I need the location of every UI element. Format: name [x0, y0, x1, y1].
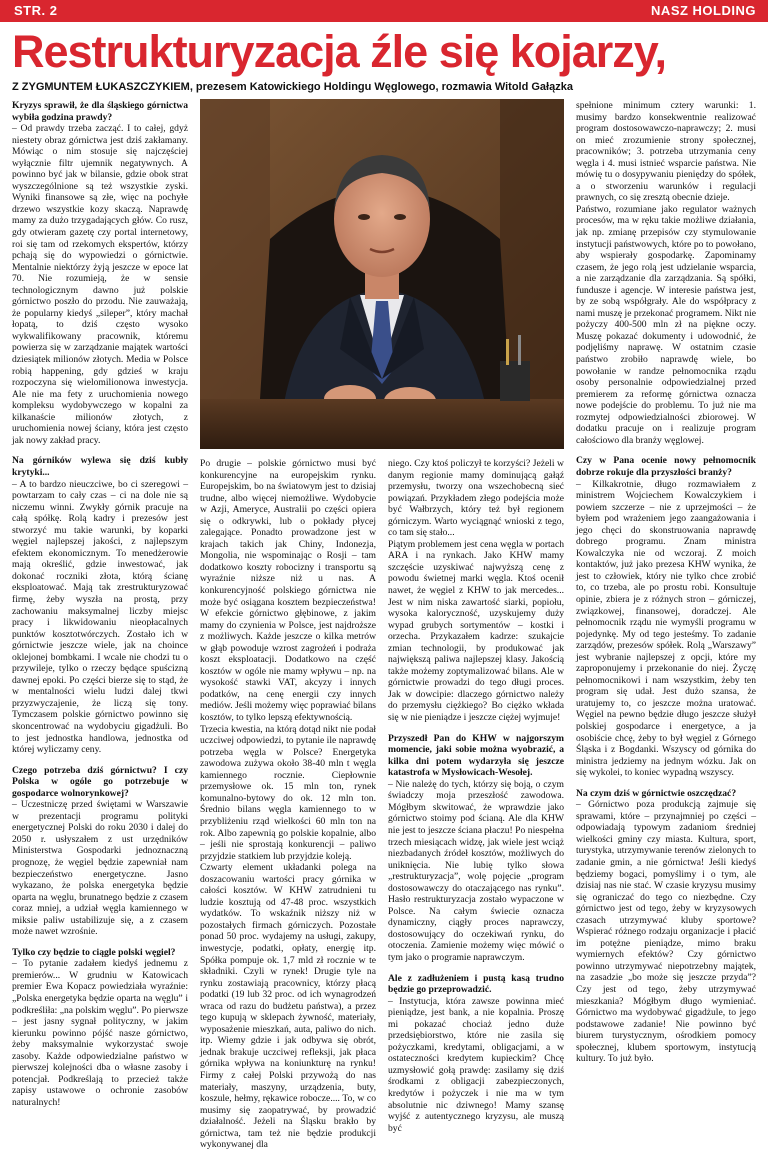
section-label: NASZ HOLDING [651, 3, 756, 18]
interview-question: Przyszedł Pan do KHW w najgorszym momencie, jaki sobie można wyobrazić, a kilka dni potem wydarzyła się jeszcze katastrofa w Mysłowicach-Wesołej. [388, 732, 564, 779]
page-header-bar [0, 0, 768, 22]
article-paragraph: – A to bardzo nieuczciwe, bo ci szeregowi – powtarzam to cały czas – ci na dole nie są niczemu winni. Zwykły górnik pracuje na całą spółkę. Rolą kadry i prezesów jest stworzyć mu takie warunki, by koparki węgiel najlepszej jakości, z najlepszym efektem ekonomicznym. To menedżerowie mają określić, gdzie inwestować, jak dokonać roczniki złota, którą ścianę eksploatować. Mają tak zrestrukturyzować firmę, żeby wyszła na prostą, przy zachowaniu maksymalnej liczby miejsc pracy i likwidowaniu nieopłacalnych punktów kosztotwórczych. Zostało ich w górnictwie jeszcze wiele, jak na choince oklejonej bombkami. I wcale nie chodzi tu o przywileje, tylko o rzeczy będące spuścizną dawnej epoki. Po części bierze się to stąd, że w mentalności wielu ludzi dalej tkwi przyzwyczajenie, że liczą się tony. Tymczasem polskie górnictwo powinno się skoncentrować na wydobyciu gigadżuli. Bo to jest jednostka handlowa, jednostka od której wyliczamy ceny. [12, 478, 188, 756]
interview-question: Na górników wylewa się dziś kubły krytyki... [12, 455, 188, 478]
portrait-illustration [200, 99, 564, 449]
article-paragraph: Po drugie – polskie górnictwo musi być konkurencyjne na europejskim rynku. Europejskim, bo na światowym jest to dzisiaj trudne, albo więcej niemożliwe. Wydobycie w Azji, Ameryce, Australii po części opiera się o odkrywki, lub o pokłady płycej zalegające. Ponadto prowadzone jest w krajach takich jak Chiny, Indonezja, Mongolia, nie wspominając o Rosji – tam dodatkowo koszty robocizny i transportu są wyraźnie niższe niż u nas. A konkurencyjność polskiego górnictwa nie może być osiągana kosztem bezpieczeństwa! W efekcie górnictwo głębinowe, z jakim mamy do czynienia w Polsce, jest najdroższe z możliwych. Każde jeszcze o kilka metrów w głąb powoduje wzrost zagrożeń i podraża koszt eksploatacji. Dodatkowo na część kosztów w ogóle nie mamy wpływu – np. na wysokość stawki VAT, akcyzy i innych podatków, na cenę energii czy innych mediów. Jeśli możemy więc poprawiać bilans kosztów, to tylko lepszą efektywnością. [200, 458, 376, 724]
article-headline: Restrukturyzacja źle się kojarzy, [12, 26, 666, 77]
article-paragraph: – Górnictwo poza produkcją zajmuje się sprawami, które – przynajmniej po części – odpowiadają typowym zadaniom średniej wielkości gminy czy miasta. Kultura, sport, turystyka, utrzymywanie terenów zielonych to zadanie gmin, a nie górnictwa! Jeśli kiedyś będziemy bogaci, pomyślimy i o tym, ale dzisiaj nas nie stać. W czasie kryzysu musimy się ograniczać do tego co niezbędne. Czy górnictwo jest od tego, żeby w kryzysowych czasach utrzymywać kluby sportowe? Wspierać różnego rodzaju organizacje i płacić im potężne pieniądze, mimo braku wymiernych efektów? Czy górnictwo powinno utrzymywać niepotrzebny majątek, na zasadzie „bo może się jeszcze przyda”? Czy jest od tego, żeby utrzymywać mieszkania? Mógłbym długo wymieniać. Górnictwo ma wydobywać gigadżule, to jego podstawowe zadanie! Nie powinno być biurem turystycznym, ośrodkiem pomocy społecznej, klubem sportowym, instytucją kultury. To już było. [576, 799, 756, 1065]
article-column-1 [12, 100, 188, 1108]
portrait-photo [200, 99, 564, 449]
article-paragraph: – Kilkakrotnie, długo rozmawiałem z ministrem Wojciechem Kowalczykiem i powiem szczerze – nie z uprzejmości – że byłem pod wrażeniem jego zaangażowania i jego chęci do skonstruowania naprawdę dobrego programu. Znam ministra Kowalczyka nie od wczoraj. Z moich kontaktów, już jako prezesa KHW wynika, że jest to człowiek, który nie tylko chce zrobić to, co trzeba, ale po prostu robi. Konsultuje opinie, zbiera je z różnych stron – górniczej, związkowej, finansowej, doradczej. Ale pełnomocnik rządu nie wymyśli programu w pojedynkę. My od tego jesteśmy. To zadanie zarządów, prezesów spółek. Rolą „Warszawy” jest wybranie najlepszej z opcji, które my zaproponujemy i przekonanie do niej. Życzę pełnomocnikowi i nam wszystkim, żeby ten program się udał. Jest dużo szansa, że uratujemy to, co jeszcze można uratować. Węgiel na pewno będzie długo jeszcze służył polskiej gospodarce i energetyce, a ja osobiście chcę, żeby to był węgiel z Górnego Śląska i z Bogdanki. Wszyscy od górnika do ministra jedziemy na jednym wózku. Jak on się wykolei, to koniec wypadną wszyscy. [576, 478, 756, 779]
article-paragraph: – Instytucja, która zawsze powinna mieć pieniądze, jest bank, a nie kopalnia. Proszę mi pokazać chociaż jedno duże przedsiębiorstwo, które nie zasila się pożyczkami, kredytami, obligacjami, a w ostateczności kredytem kupieckim? Chcę uzmysłowić gołą prawdę: zasilamy się dziś środkami z obligacji zabezpieczonych, kredytów i pożyczek i nie ma w tym absolutnie nic dziwnego! Mamy szansę wyjść z autentycznego kryzysu, ale muszą być [388, 995, 564, 1134]
article-column-4 [576, 100, 756, 1065]
article-column-3 [388, 458, 564, 1134]
article-paragraph: spełnione minimum cztery warunki: 1. musimy bardzo konsekwentnie realizować program dostosowawczo-naprawczy; 2. musi on mieć zrozumienie strony społecznej, pracowników; 3. potrzeba utrzymania ceny węgla i 4. musi istnieć wsparcie państwa. Nie mówię tu o dosypywaniu pieniędzy do spółek, a o stworzeniu warunków i regulacji prawnych, co się zresztą obecnie dzieje. [576, 100, 756, 204]
interview-question: Ale z zadłużeniem i pustą kasą trudno będzie go przeprowadzić. [388, 972, 564, 996]
page-number: STR. 2 [14, 3, 58, 18]
interview-question: Tylko czy będzie to ciągle polski węgiel? [12, 946, 176, 958]
article-paragraph: niego. Czy ktoś policzył te korzyści? Jeżeli w danym regionie mamy dominującą gałąź przemysłu, tworzy ona wszechobecną sieć powiązań. Przykładem złego podejścia może być Wałbrzych, który też był regionem górniczym. Warto wyciągnąć wnioski z tego, co tam się stało... [388, 458, 564, 539]
article-paragraph: Państwo, rozumiane jako regulator ważnych procesów, ma w ręku takie możliwe działania, jak np. zmianę przepisów czy stymulowanie instytucji państwowych, które po to powołano, aby wspierały gospodarkę. Zapominamy czasem, że jego rolą jest udzielanie wsparcia, a nie zarządzanie dla zarządzania. Są spółki, fundusze i agencje. W interesie państwa jest, by ze sobą współgrały. Ale do współpracy z nami muszę je przekonać programem. Nikt nie pożyczy 400-500 mln zł na piękne oczy. Muszę pokazać dokumenty i udowodnić, że podjęliśmy naprawę. W ostatnim czasie państwo zrobiło naprawdę wiele, bo powołanie w randze pełnomocnika rządu osoby personalnie odpowiedzialnej przed premierem za reformę górnictwa oznacza nowe podejście do problemu. To już nie ma rozmytej odpowiedzialności zbiorowej. W dodatku pracuje on i realizuje program całościowo dla branży węglowej. [576, 203, 756, 446]
article-paragraph: – Uczestniczę przed świętami w Warszawie w prezentacji programu polityki energetycznej Polski do roku 2030 i dalej do 2050 r. usłyszałem z ust urzędników Ministerstwa Gospodarki jednoznaczną prognozę, że węgiel będzie zapewniał nam bezpieczeństwo energetyczne. Jasno wykazano, że polska energetyka będzie oparta na węglu, brunatnego będzie z czasem coraz mniej, a udział węgla kamiennego w miksie paliw ustabilizuje się, a z czasem może nawet wzrośnie. [12, 799, 188, 938]
interview-question: Kryzys sprawił, że dla śląskiego górnictwa wybiła godzina prawdy? [12, 100, 188, 123]
article-paragraph: Trzecia kwestia, na którą dotąd nikt nie podał uczciwej odpowiedzi, to pytanie ile naprawdę potrzeba węgla w Polsce? Energetyka zawodowa zużywa około 38-40 mln t węgla kamiennego rocznie. Ciepłownie przemysłowe ok. 15 mln ton, rynek komunalno-bytowy do ok. 12 mln ton. Średnio bilans węgla kamiennego to w przybliżeniu rząd wielkości 60 mln ton na rok. Albo zapewnią go polskie kopalnie, albo – jeśli nie sprostają konkurencji – paliwo przyjdzie statkiem lub przyjdzie koleją. [200, 723, 376, 862]
interview-question: Czy w Pana ocenie nowy pełnomocnik dobrze rokuje dla przyszłości branży? [576, 455, 756, 478]
interview-question: Czego potrzeba dziś górnictwu? I czy Polska w ogóle go potrzebuje w gospodarce wolnorynkowej? [12, 764, 188, 799]
article-byline: Z ZYGMUNTEM ŁUKASZCZYKIEM, prezesem Katowickiego Holdingu Węglowego, rozmawia Witold Gałązka [12, 81, 573, 93]
interview-question: Na czym dziś w górnictwie oszczędzać? [576, 787, 737, 799]
article-paragraph: – To pytanie zadałem kiedyś jednemu z premierów... W grudniu w Katowicach premier Ewa Kopacz powiedziała wyraźnie: „Polska energetyka będzie oparta na węglu” i podkreśliła: „na polskim węglu”. Po pierwsze – jest jasny sygnał polityczny, w jakim kierunku powinno pójść nasze górnictwo, żeby maksymalnie wykorzystać swoje zasoby. Każde odpowiedzialne państwo w pierwszej kolejności dba o własne zasoby i potencjał. Podkreślają to przecież także zapisy ustawowe o ochronie zasobów naturalnych! [12, 958, 188, 1108]
article-paragraph: – Od prawdy trzeba zacząć. I to całej, gdyż niestety obraz górnictwa jest dziś zakłamany. Mówiąc o nim stosuje się najczęściej wyłącznie filtr ujemnik negatywnych. A powinno być jak w bilansie, gdzie obok strat wyszczególnione są też wszystkie zyski. Wyniki finansowe są złe, więc na pochyłe drzewo wszystkie kozy skaczą. Naprawdę mamy za dużo trzygadających głów. Co rusz, gdy otwieram gazetę czy portal internetowy, roi się tam od rzekomych ekspertów, którzy pchają się do wypowiedzi o górnictwie. Mentalnie niektórzy żyją jeszcze w epoce lat 70. Nie rozumieją, że w sensie technologicznym dawno już polskie górnictwo poszło do przodu. Nie zauważają, że popularny kiedyś „sileper”, który machał łopatą, to dziś często wysoko wykwalifikowany pracownik, któremu powierza się w zarządzanie majątek wartości dziesiątek milionów złotych. Media w Polsce robią happening, gdy gdzieś w kraju rozpoczyna się wielomilionowa inwestycja. Ale nie ma fety z uruchomienia nowego kompleksu wydobywczego w kopalni za kilkanaście milionów złotych, z uruchomienia nowej ściany, która jest często jak nowy zakład pracy. [12, 123, 188, 446]
article-column-2 [200, 458, 376, 1151]
article-paragraph: Czwarty element układanki polega na doszacowaniu wartości pracy górnika w całości kosztów. W KHW zatrudnieni tu ludzie kosztują od 47-48 proc. wszystkich wydatków. To wskaźnik niższy niż w pozostałych firmach górniczych. Pozostałe ponad 50 proc. wydajemy na usługi, zakupy, inwestycje, podatki, opłaty, energię itp. Spółka pompuje ok. 1,7 mld zł rocznie w te składniki. Czyli w rynek! Drugie tyle na rynku zostawiają pracownicy, którzy płacą podatki (19 lub 32 proc. od ich wynagrodzeń wraca od razu do budżetu państwa), a przez tego kupują w sklepach żywność, materiały, wyposażenie mieszkań, auta, paliwo do nich. itp. Wiemy gdzie i jak odbywa się obrót, jednak brakuje uczciwej refleksji, jak płaca górnika wpływa na koniunkturę na rynku! Firmy z całej Polski przywożą do nas materiały, maszyny, urządzenia, buty, koszule, hełmy, rękawice robocze.... To, w co musimy się zaopatrywać, by prowadzić działalność. Jeżeli na Śląsku brakło by górnictwa, tam też nie będzie produkcji wykonywanej dla [200, 862, 376, 1151]
article-paragraph: – Nie należę do tych, którzy się boją, o czym świadczy moja przeszłość zawodowa. Mógłbym skwitować, że wprawdzie jako górnictwo stoimy pod ścianą. Ale dla KHW nie jest to jeszcze ściana płaczu! Po niespełna trzech miesiącach widzę, jak wiele jest wciąż niezbadanych źródeł kosztów, możliwych do uniknięcia. Nie lubię tylko słowa „restrukturyzacja”, wolę pojęcie „program dostosowawczy do otaczającego nas rynku”. Hasło restrukturyzacja zostało wypaczone w Polsce. Na całym świecie oznacza dynamiczny, ciągły proces naprawczy, dostosowujący do oczekiwań rynku, do otoczenia. Zamienie możemy więc mówić o tym jako o programie naprawczym. [388, 778, 564, 963]
article-paragraph: Piątym problemem jest cena węgla w portach ARA i na rynkach. Jako KHW mamy szczęście uzyskiwać najwyższą cenę z powodu świetnej marki węgla. Ktoś ocenił nawet, że węgiel z KHW to jak mercedes... Jest w nim niska zawartość siarki, popiołu, wysoka kaloryczność, uzyskujemy duży wypad grubych sortymentów – kostki i orzecha. Przykazałem kadrze: szukajcie zmian technologii, by produkować jak największą paliwa najlepszej klasy. Jakością także możemy zoptymalizować bilans. Ale w górnictwie prowadzi do tego długi proces. Jak w dowcipie: dlaczego górnictwo należy do przemysłu ciężkiego? Bo ciężko wkłada się w nie pieniądze i jeszcze ciężej wyjmuje! [388, 538, 564, 724]
